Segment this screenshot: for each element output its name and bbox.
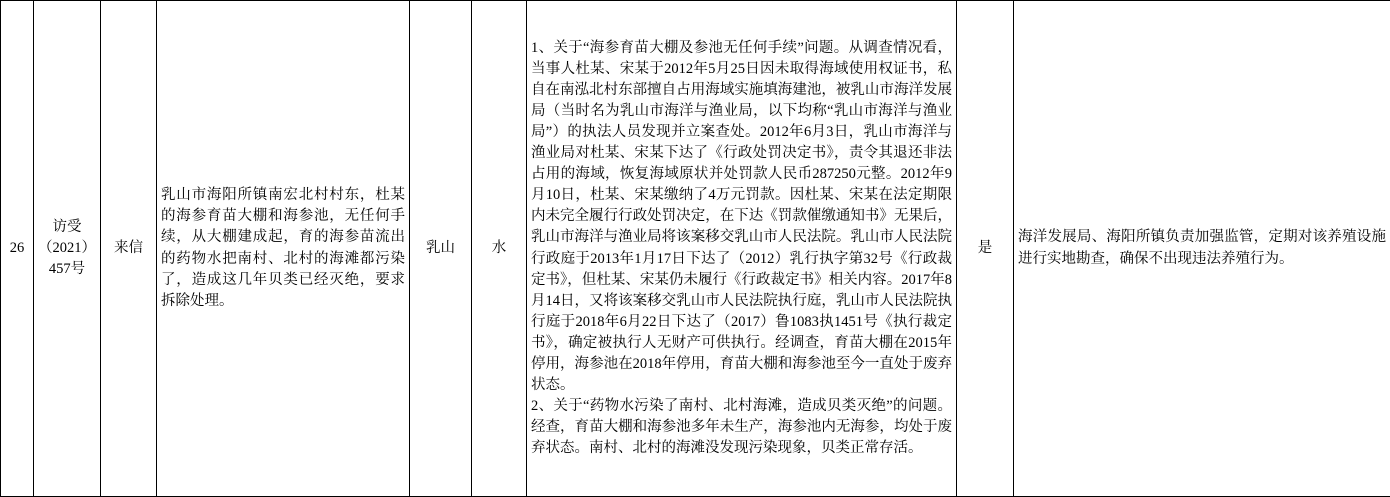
cell-source: 来信	[101, 1, 157, 497]
cell-pollution-type: 水	[472, 1, 527, 497]
cell-investigation-findings	[527, 1, 957, 497]
cell-index: 26	[1, 1, 34, 497]
cell-measures: 海洋发展局、海阳所镇负责加强监管，定期对该养殖设施进行实地勘查，确保不出现违法养殖行为。	[1014, 1, 1390, 497]
findings-paragraph-1: 1、关于“海参育苗大棚及参池无任何手续”问题。从调查情况看，当事人杜某、宋某于2012年5月25日因未取得海域使用权证书，私自在南泓北村东部擅自占用海域实施填海建池，被乳山市海洋发展局（当时名为乳山市海洋与渔业局，以下均称“乳山市海洋与渔业局”）的执法人员发现并立案查处。2012年6月3日，乳山市海洋与渔业局对杜某、宋某下达了《行政处罚决定书》，责令其退还非法占用的海域，恢复海域原状并处罚款人民币287250元整。2012年9月10日，杜某、宋某缴纳了4万元罚款。因杜某、宋某在法定期限内未完全履行行政处罚决定，在下达《罚款催缴通知书》无果后，乳山市海洋与渔业局将该案移交乳山市人民法院。乳山市人民法院行政庭于2013年1月17日下达了（2012）乳行执字第32号《行政裁定书》，但杜某、宋某仍未履行《行政裁定书》相关内容。2017年8月14日，又将该案移交乳山市人民法院执行庭，乳山市人民法院执行庭于2018年6月22日下达了（2017）鲁1083执1451号《执行裁定书》，确定被执行人无财产可供执行。经调查，育苗大棚在2015年停用，海参池在2018年停用，育苗大棚和海参池至今一直处于废弃状态。	[531, 40, 952, 393]
cell-document-number: 访受（2021）457号	[34, 1, 101, 497]
cell-complaint-content: 乳山市海阳所镇南宏北村村东，杜某的海参育苗大棚和海参池，无任何手续，从大棚建成起，育的海参苗流出的药物水把南村、北村的海滩都污染了，造成这几年贝类已经灭绝，要求拆除处理。	[157, 1, 410, 497]
table-row	[1, 1, 1390, 497]
cell-verified-flag: 是	[957, 1, 1014, 497]
cell-city: 乳山	[410, 1, 472, 497]
findings-paragraph-2: 2、关于“药物水污染了南村、北村海滩，造成贝类灭绝”的问题。经查，育苗大棚和海参池多年未生产，海参池内无海参，均处于废弃状态。南村、北村的海滩没发现污染现象，贝类正常存活。	[531, 397, 952, 456]
